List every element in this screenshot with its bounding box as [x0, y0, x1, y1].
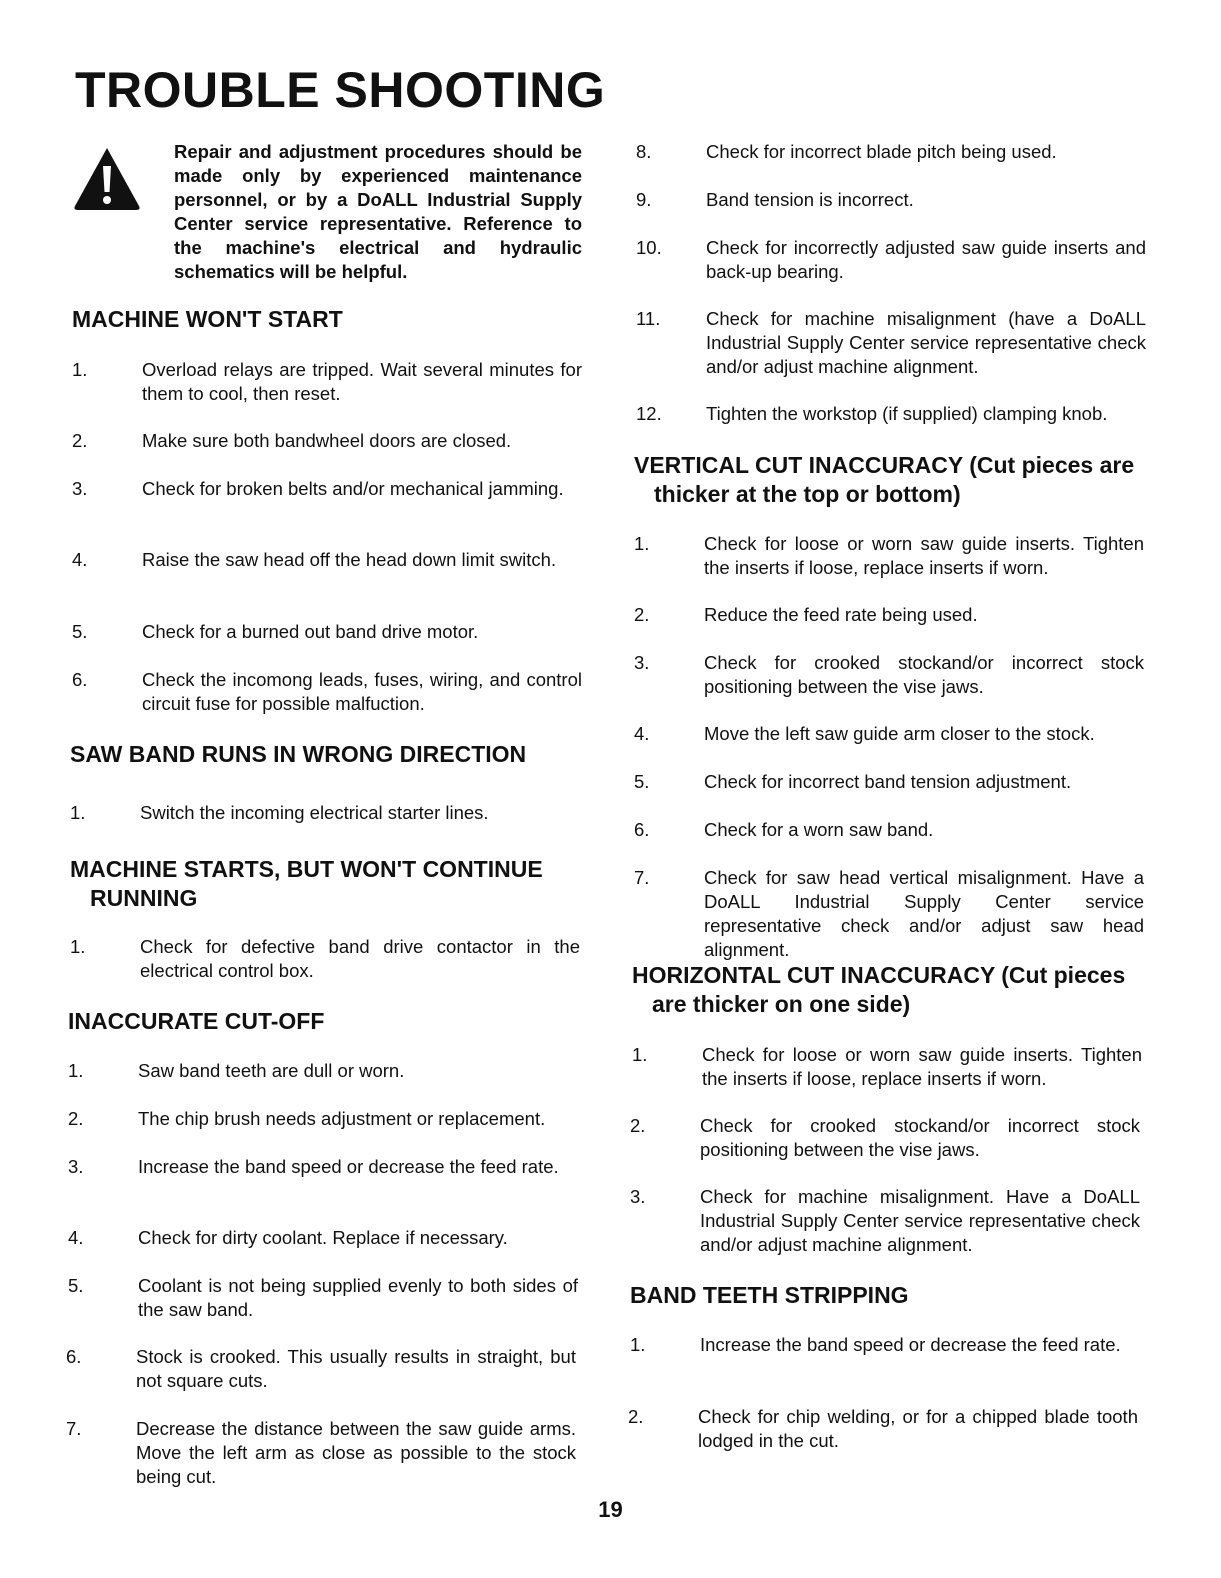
- list-item: [636, 188, 1146, 212]
- item-number: 1.: [634, 533, 650, 554]
- warning-notice: [72, 140, 582, 284]
- item-number: 1.: [630, 1334, 646, 1355]
- list-item: [72, 668, 582, 716]
- list-item: [634, 866, 1144, 962]
- section-title-wrong-direction: SAW BAND RUNS IN WRONG DIRECTION: [70, 741, 527, 767]
- item-number: 1.: [70, 936, 86, 957]
- list-item: [632, 1043, 1142, 1091]
- list-item: [66, 1417, 576, 1489]
- item-text: Check for chip welding, or for a chipped blade tooth lodged in the cut.: [698, 1406, 1138, 1451]
- item-text: Make sure both bandwheel doors are closed.: [142, 430, 512, 451]
- item-number: 2.: [630, 1115, 646, 1136]
- section-title-wont-continue: MACHINE STARTS, BUT WON'T CONTINUE RUNNING: [70, 856, 543, 911]
- page-title: TROUBLE SHOOTING: [75, 62, 606, 118]
- item-number: 6.: [66, 1346, 82, 1367]
- item-number: 8.: [636, 141, 652, 162]
- item-text: Tighten the workstop (if supplied) clamping knob.: [706, 403, 1108, 424]
- item-text: Check for crooked stockand/or incorrect stock positioning between the vise jaws.: [704, 652, 1144, 697]
- item-number: 10.: [636, 237, 662, 258]
- item-number: 4.: [72, 549, 88, 570]
- item-text: Check for machine misalignment (have a DoALL Industrial Supply Center service representative check and/or adjust machine alignment.: [706, 308, 1146, 377]
- item-text: Switch the incoming electrical starter lines.: [140, 802, 489, 823]
- item-text: Reduce the feed rate being used.: [704, 604, 978, 625]
- item-text: Check for crooked stockand/or incorrect stock positioning between the vise jaws.: [700, 1115, 1140, 1160]
- item-number: 2.: [72, 430, 88, 451]
- section-title-inaccurate-cutoff: INACCURATE CUT-OFF: [68, 1008, 325, 1034]
- section-title-machine-wont-start: MACHINE WON'T START: [72, 306, 343, 332]
- item-number: 6.: [634, 819, 650, 840]
- item-text: Check for incorrect band tension adjustment.: [704, 771, 1072, 792]
- list-item: [72, 358, 582, 406]
- warning-triangle-icon: [72, 144, 142, 212]
- list-item: [70, 801, 580, 825]
- item-number: 1.: [72, 359, 88, 380]
- list-item: [68, 1155, 578, 1179]
- item-number: 1.: [632, 1044, 648, 1065]
- page-number: 19: [598, 1497, 623, 1522]
- item-text: Increase the band speed or decrease the feed rate.: [138, 1156, 559, 1177]
- item-number: 4.: [634, 723, 650, 744]
- item-number: 2.: [628, 1406, 644, 1427]
- item-text: Band tension is incorrect.: [706, 189, 914, 210]
- item-number: 3.: [630, 1186, 646, 1207]
- item-number: 3.: [68, 1156, 84, 1177]
- item-text: Overload relays are tripped. Wait several minutes for them to cool, then reset.: [142, 359, 582, 404]
- item-text: Raise the saw head off the head down limit switch.: [142, 549, 557, 570]
- list-item: [636, 307, 1146, 379]
- list-item: [68, 1107, 578, 1131]
- item-number: 9.: [636, 189, 652, 210]
- list-item: [636, 140, 1146, 164]
- item-text: Check for broken belts and/or mechanical jamming.: [142, 478, 564, 499]
- list-item: [634, 651, 1144, 699]
- item-text: Check for loose or worn saw guide inserts. Tighten the inserts if loose, replace inserts if worn.: [704, 533, 1144, 578]
- warning-text: Repair and adjustment procedures should be made only by experienced maintenance personnel, or by a DoALL Industrial Supply Center service representative. Reference to the machine's electrical and hydraulic schematics will be helpful.: [174, 141, 582, 282]
- list-item: [634, 722, 1144, 746]
- list-item: [634, 770, 1144, 794]
- item-number: 2.: [68, 1108, 84, 1129]
- list-item: [630, 1333, 1140, 1357]
- item-text: Increase the band speed or decrease the feed rate.: [700, 1334, 1121, 1355]
- list-item: [628, 1405, 1138, 1453]
- list-item: [630, 1114, 1140, 1162]
- list-item: [70, 935, 580, 983]
- item-text: Stock is crooked. This usually results in straight, but not square cuts.: [136, 1346, 576, 1391]
- list-item: [68, 1274, 578, 1322]
- section-title-horizontal-inaccuracy: HORIZONTAL CUT INACCURACY (Cut pieces are thicker on one side): [632, 962, 1126, 1017]
- section-title-vertical-inaccuracy: VERTICAL CUT INACCURACY (Cut pieces are thicker at the top or bottom): [634, 452, 1135, 507]
- list-item: [634, 818, 1144, 842]
- item-text: Check for a worn saw band.: [704, 819, 934, 840]
- item-text: The chip brush needs adjustment or replacement.: [138, 1108, 546, 1129]
- section-title-teeth-stripping: BAND TEETH STRIPPING: [630, 1282, 909, 1308]
- list-item: [634, 603, 1144, 627]
- item-text: Check for machine misalignment. Have a DoALL Industrial Supply Center service representative check and/or adjust machine alignment.: [700, 1186, 1140, 1255]
- item-text: Move the left saw guide arm closer to the stock.: [704, 723, 1095, 744]
- item-text: Check for defective band drive contactor in the electrical control box.: [140, 936, 580, 981]
- list-item: [634, 532, 1144, 580]
- item-number: 3.: [72, 478, 88, 499]
- list-item: [72, 429, 582, 453]
- list-item: [68, 1059, 578, 1083]
- item-number: 7.: [66, 1418, 82, 1439]
- item-number: 3.: [634, 652, 650, 673]
- item-text: Check for dirty coolant. Replace if necessary.: [138, 1227, 508, 1248]
- list-item: [636, 236, 1146, 284]
- list-item: [72, 548, 582, 572]
- item-number: 12.: [636, 403, 662, 424]
- item-number: 4.: [68, 1227, 84, 1248]
- item-number: 11.: [636, 308, 661, 329]
- item-text: Saw band teeth are dull or worn.: [138, 1060, 405, 1081]
- item-text: Check for saw head vertical misalignment. Have a DoALL Industrial Supply Center service representative check and/or adjust saw head alignment.: [704, 867, 1144, 960]
- item-number: 1.: [70, 802, 86, 823]
- list-item: [636, 402, 1146, 426]
- item-number: 1.: [68, 1060, 84, 1081]
- item-text: Check for a burned out band drive motor.: [142, 621, 479, 642]
- item-number: 5.: [72, 621, 88, 642]
- item-number: 7.: [634, 867, 650, 888]
- item-text: Decrease the distance between the saw guide arms. Move the left arm as close as possible to the stock being cut.: [136, 1418, 576, 1487]
- list-item: [72, 620, 582, 644]
- item-number: 2.: [634, 604, 650, 625]
- item-number: 6.: [72, 669, 88, 690]
- item-text: Check for incorrect blade pitch being used.: [706, 141, 1057, 162]
- item-text: Check for incorrectly adjusted saw guide inserts and back-up bearing.: [706, 237, 1146, 282]
- item-number: 5.: [634, 771, 650, 792]
- item-text: Check for loose or worn saw guide inserts. Tighten the inserts if loose, replace inserts if worn.: [702, 1044, 1142, 1089]
- item-text: Coolant is not being supplied evenly to both sides of the saw band.: [138, 1275, 578, 1320]
- item-text: Check the incomong leads, fuses, wiring, and control circuit fuse for possible malfuction.: [142, 669, 582, 714]
- list-item: [66, 1345, 576, 1393]
- list-item: [68, 1226, 578, 1250]
- list-item: [630, 1185, 1140, 1257]
- list-item: [72, 477, 582, 501]
- item-number: 5.: [68, 1275, 84, 1296]
